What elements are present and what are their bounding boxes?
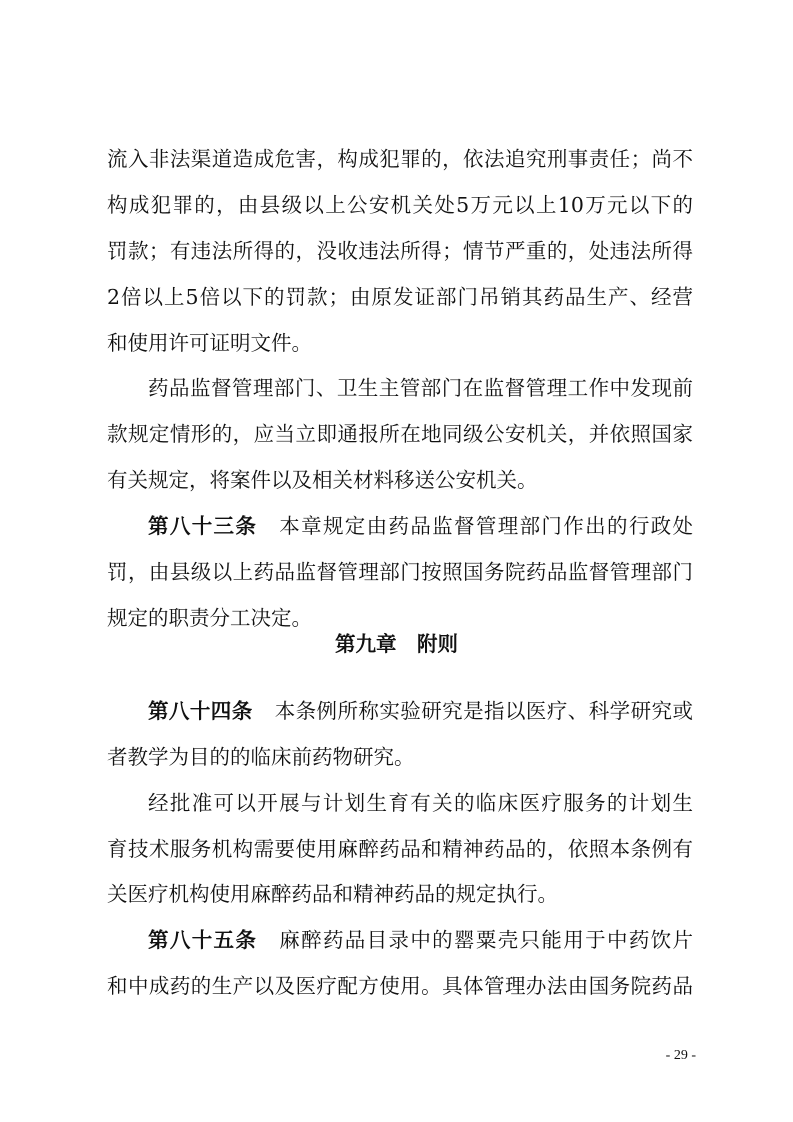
paragraph-line: 罚款；有违法所得的，没收违法所得；情节严重的，处违法所得	[107, 239, 693, 263]
paragraph-line: 和使用许可证明文件。	[107, 331, 312, 355]
article-line	[148, 508, 693, 545]
paragraph-line: 和中成药的生产以及医疗配方使用。具体管理办法由国务院药品	[107, 974, 693, 998]
paragraph-line: 2倍以上5倍以下的罚款；由原发证部门吊销其药品生产、经营	[107, 285, 693, 309]
article-number: 第八十四条	[148, 699, 253, 723]
article-text: 麻醉药品目录中的罂粟壳只能用于中药饮片	[279, 928, 693, 952]
paragraph-line: 关医疗机构使用麻醉药品和精神药品的规定执行。	[107, 882, 558, 906]
paragraph-line: 构成犯罪的，由县级以上公安机关处5万元以上10万元以下的	[107, 193, 693, 217]
article-text: 本条例所称实验研究是指以医疗、科学研究或	[274, 699, 693, 723]
article-number: 第八十三条	[148, 514, 258, 538]
paragraph-line: 有关规定，将案件以及相关材料移送公安机关。	[107, 468, 538, 492]
paragraph-line: 育技术服务机构需要使用麻醉药品和精神药品的，依照本条例有	[107, 837, 693, 861]
page-number: - 29 -	[665, 1048, 696, 1063]
paragraph-line: 款规定情形的，应当立即通报所在地同级公安机关，并依照国家	[107, 422, 693, 446]
article-number: 第八十五条	[148, 928, 258, 952]
paragraph-line: 经批准可以开展与计划生育有关的临床医疗服务的计划生	[148, 791, 693, 815]
paragraph-line: 规定的职责分工决定。	[107, 606, 312, 630]
paragraph-line: 罚，由县级以上药品监督管理部门按照国务院药品监督管理部门	[107, 560, 693, 584]
paragraph-line: 者教学为目的的临床前药物研究。	[107, 745, 415, 769]
paragraph-line: 药品监督管理部门、卫生主管部门在监督管理工作中发现前	[148, 376, 693, 400]
article-line	[148, 922, 693, 959]
article-line	[148, 693, 693, 730]
paragraph-line: 流入非法渠道造成危害，构成犯罪的，依法追究刑事责任；尚不	[107, 147, 693, 171]
chapter-title: 第九章 附则	[335, 632, 458, 656]
article-text: 本章规定由药品监督管理部门作出的行政处	[279, 514, 693, 538]
